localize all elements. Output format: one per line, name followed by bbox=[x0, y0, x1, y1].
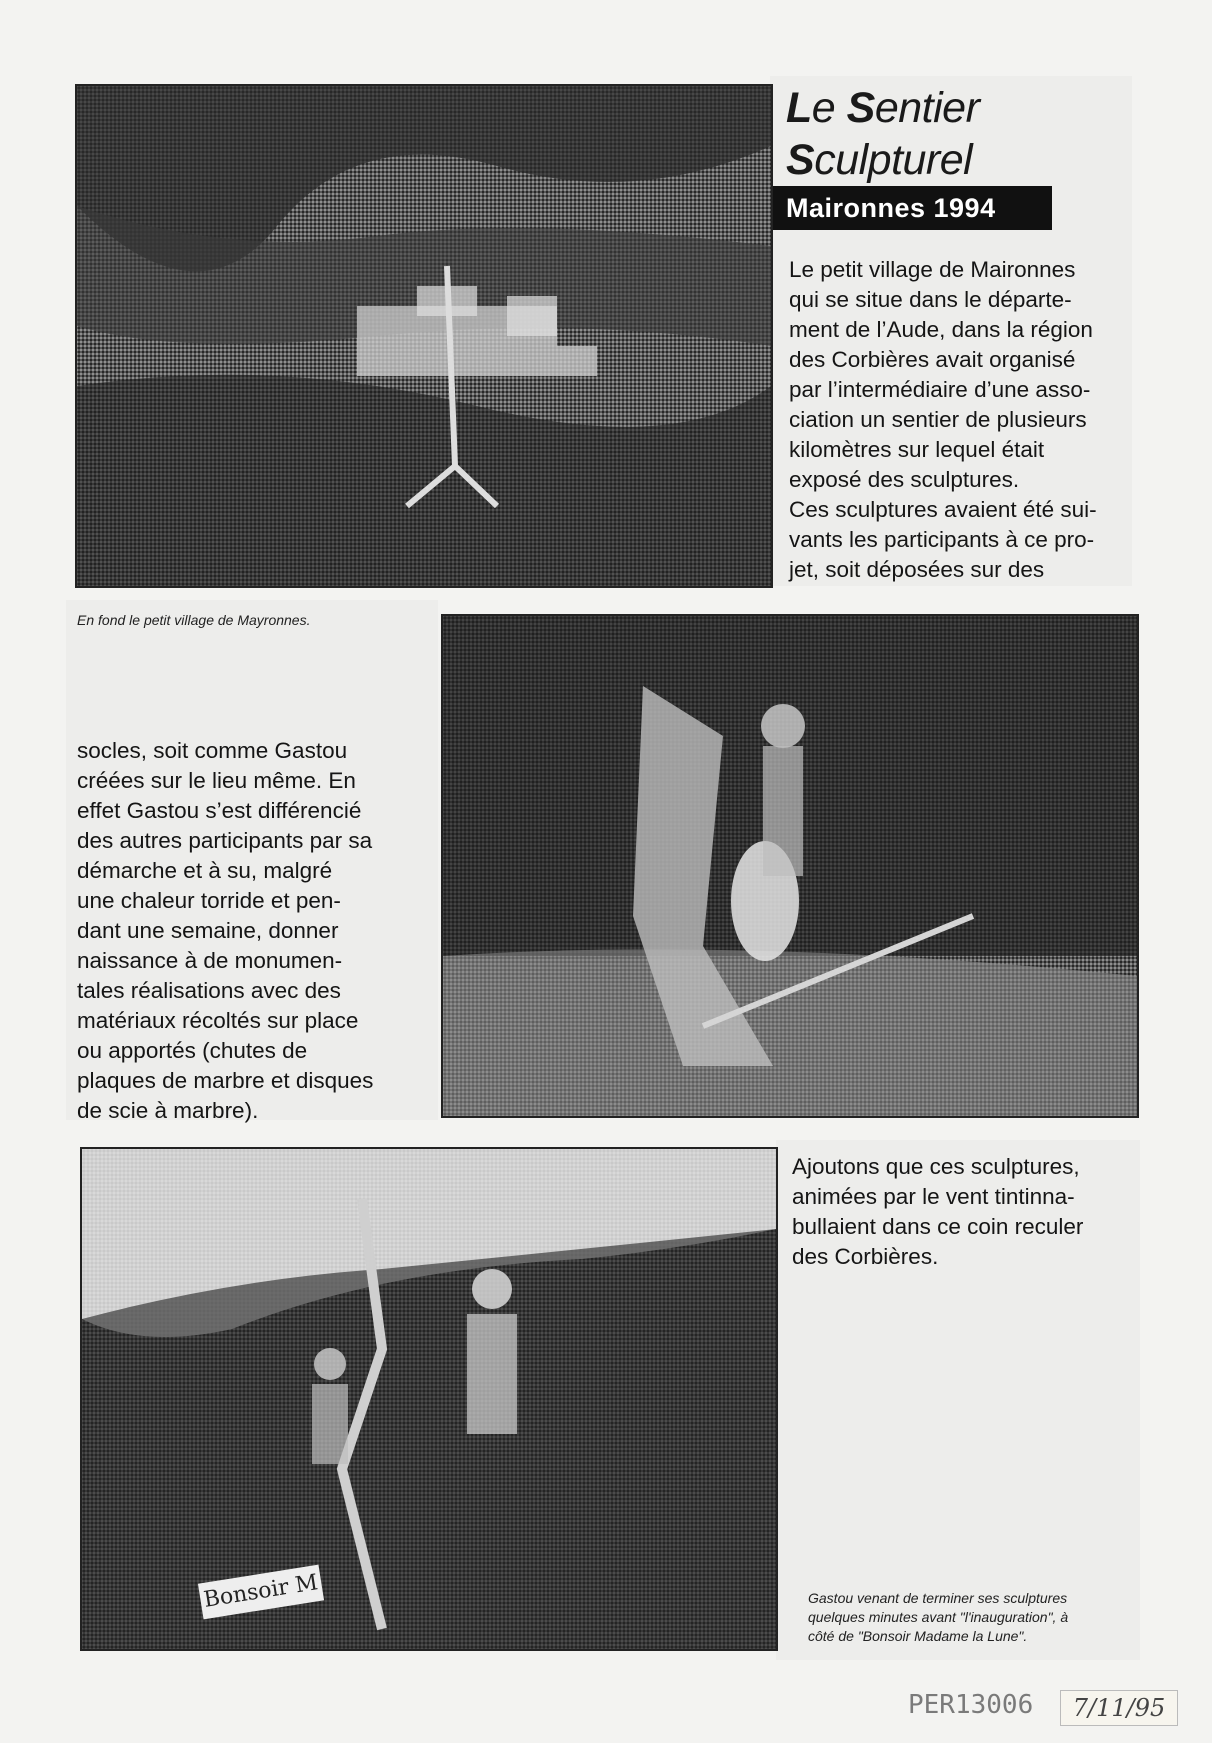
landscape-photo bbox=[75, 84, 773, 588]
caption-group: Gastou venant de terminer ses sculptures quelques minutes avant "l'inauguration", à côté de "Bonsoir Madame la Lune". bbox=[808, 1590, 1069, 1644]
sign-board: Bonsoir M bbox=[198, 1565, 324, 1620]
date-stamp: 7/11/95 bbox=[1060, 1690, 1178, 1726]
article-title: Le Sentier Sculpturel bbox=[786, 84, 980, 184]
group-photo bbox=[80, 1147, 778, 1651]
paragraph-gastou: socles, soit comme Gastou créées sur le lieu même. En effet Gastou s’est différencié des autres participants par sa démarche et à su, malgré une chaleur torride et pen- dant une semaine, donner naissance à de monumen- tales réalisations avec des matériaux récoltés sur place ou apportés (chutes de plaques de marbre et disques de scie à marbre). bbox=[77, 738, 374, 1123]
paragraph-intro: Le petit village de Maironnes qui se situe dans le départe- ment de l’Aude, dans la région des Corbières avait organisé par l’intermédiaire d’une asso- ciation un sentier de plusieurs kilomètres sur lequel était exposé des sculptures. Ces sculptures avaient été sui- vants les participants à ce pro- jet, soit déposées sur des bbox=[789, 257, 1097, 582]
caption-landscape: En fond le petit village de Mayronnes. bbox=[77, 612, 311, 628]
paragraph-closing: Ajoutons que ces sculptures, animées par le vent tintinna- bullaient dans ce coin reculer des Corbières. bbox=[792, 1154, 1084, 1269]
title-banner: Maironnes 1994 bbox=[770, 186, 1052, 230]
archive-reference: PER13006 bbox=[908, 1690, 1034, 1720]
sculpture-photo bbox=[441, 614, 1139, 1118]
